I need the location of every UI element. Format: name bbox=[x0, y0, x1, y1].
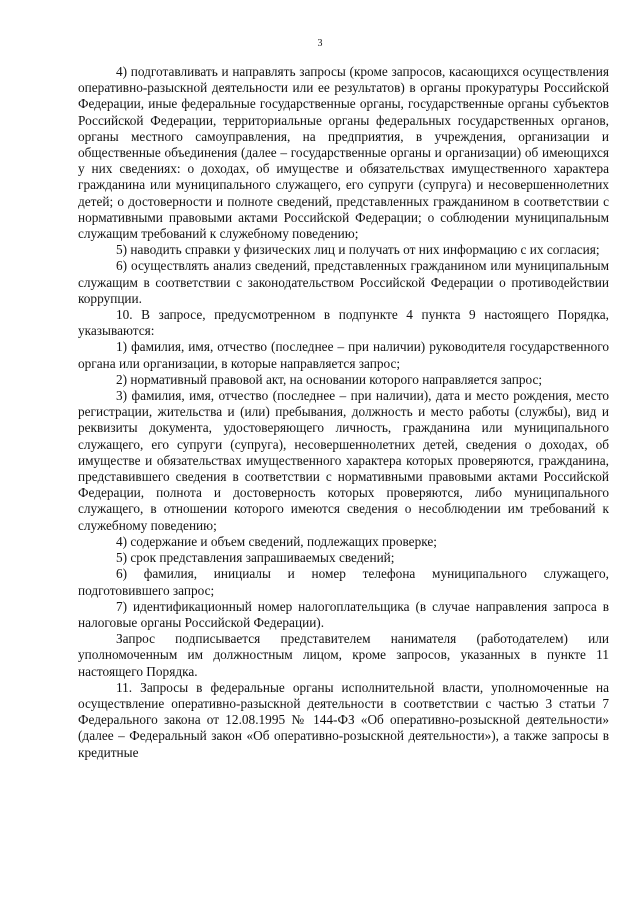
document-body bbox=[78, 64, 609, 761]
paragraph-item-10-6: 6) фамилия, инициалы и номер телефона муниципального служащего, подготовившего запрос; bbox=[78, 566, 609, 598]
paragraph-clause-10: 10. В запросе, предусмотренном в подпункте 4 пункта 9 настоящего Порядка, указываются: bbox=[78, 307, 609, 339]
paragraph-signing-note: Запрос подписывается представителем нанимателя (работодателем) или уполномоченным им должностным лицом, кроме запросов, указанных в пункте 11 настоящего Порядка. bbox=[78, 631, 609, 679]
paragraph-item-10-1: 1) фамилия, имя, отчество (последнее – при наличии) руководителя государственного органа или организации, в которые направляется запрос; bbox=[78, 339, 609, 371]
paragraph-item-10-4: 4) содержание и объем сведений, подлежащих проверке; bbox=[116, 533, 437, 549]
page-number: 3 bbox=[317, 38, 323, 49]
paragraph-item-10-2: 2) нормативный правовой акт, на основании которого направляется запрос; bbox=[116, 371, 543, 387]
paragraph-item-9-6: 6) осуществлять анализ сведений, представленных гражданином или муниципальным служащим в соответствии с законодательством Российской Федерации о противодействии коррупции. bbox=[78, 258, 609, 306]
paragraph-item-9-5: 5) наводить справки у физических лиц и получать от них информацию с их согласия; bbox=[116, 242, 600, 258]
paragraph-item-10-3: 3) фамилия, имя, отчество (последнее – при наличии), дата и место рождения, место регистрации, жительства и (или) пребывания, должность и место работы (службы), вид и реквизиты документа, удостоверяющего личность, гражданина или муниципального служащего, его супруги (супруга), несовершеннолетних детей, сведения о доходах, об имуществе и обязательствах имущественного характера которых проверяются, гражданина, представившего сведения в соответствии с нормативными правовыми актами Российской Федерации, полнота и достоверность которых проверяются, либо муниципального служащего, в отношении которого имеются сведения о несоблюдении им требований к служебному поведению; bbox=[78, 388, 609, 533]
paragraph-item-9-4: 4) подготавливать и направлять запросы (кроме запросов, касающихся осуществления оперативно-разыскной деятельности или ее результатов) в органы прокуратуры Российской Федерации, иные федеральные государственные органы, государственные органы субъектов Российской Федерации, территориальные органы федеральных государственных органов, органы местного самоуправления, на предприятия, в учреждения, организации и общественные объединения (далее – государственные органы и организации) об имеющихся у них сведениях: о доходах, об имуществе и обязательствах имущественного характера гражданина или муниципального служащего, его супруги (супруга) и несовершеннолетних детей; о достоверности и полноте сведений, представленных гражданином в соответствии с нормативными правовыми актами Российской Федерации; о соблюдении муниципальным служащим требований к служебному поведению; bbox=[78, 64, 609, 242]
paragraph-item-10-7: 7) идентификационный номер налогоплательщика (в случае направления запроса в налоговые органы Российской Федерации). bbox=[78, 598, 609, 630]
paragraph-item-10-5: 5) срок представления запрашиваемых сведений; bbox=[116, 550, 395, 566]
paragraph-clause-11: 11. Запросы в федеральные органы исполнительной власти, уполномоченные на осуществление оперативно-разыскной деятельности в соответствии с частью 3 статьи 7 Федерального закона от 12.08.1995 № 144-ФЗ «Об оперативно-розыскной деятельности» (далее – Федеральный закон «Об оперативно-розыскной деятельности»), а также запросы в кредитные bbox=[78, 679, 609, 760]
